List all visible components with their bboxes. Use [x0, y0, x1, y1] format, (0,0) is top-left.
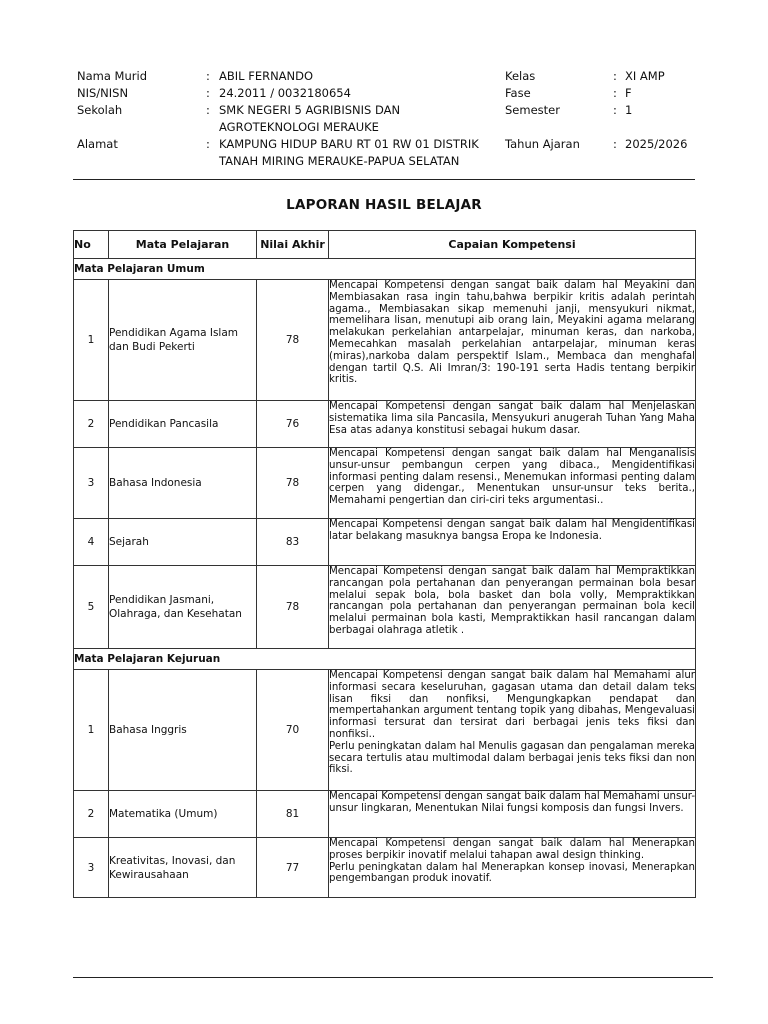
- header-score: Nilai Akhir: [257, 231, 329, 259]
- row-no: 5: [74, 566, 109, 649]
- group-row: [74, 649, 696, 670]
- header-competency: Capaian Kompetensi: [329, 231, 696, 259]
- name-label: Nama Murid: [77, 69, 147, 83]
- row-competency: Mencapai Kompetensi dengan sangat baik dalam hal Menganalisis unsur-unsur pembangun cerpen yang dibaca., Mengidentifikasi informasi penting dalam resensi., Menemukan informasi penting dalam cerpen yang didengar., Menentukan unsur-unsur teks berita., Memahami pengertian dan ciri-ciri teks argumentasi..: [329, 448, 696, 519]
- phase-label: Fase: [505, 86, 531, 100]
- row-score: 78: [257, 566, 329, 649]
- row-score: 81: [257, 791, 329, 838]
- row-no: 1: [74, 670, 109, 791]
- group-title-vocational: Mata Pelajaran Kejuruan: [74, 649, 696, 670]
- student-class: XI AMP: [625, 69, 665, 83]
- row-subject: Bahasa Inggris: [109, 670, 257, 791]
- group-row: [74, 259, 696, 280]
- address-label: Alamat: [77, 137, 118, 151]
- school-label: Sekolah: [77, 103, 123, 117]
- colon: :: [613, 137, 617, 151]
- colon: :: [613, 86, 617, 100]
- address-line-2: TANAH MIRING MERAUKE-PAPUA SELATAN: [219, 154, 460, 168]
- row-subject: Kreativitas, Inovasi, dan Kewirausahaan: [109, 838, 257, 898]
- colon: :: [206, 86, 210, 100]
- address-line-1: KAMPUNG HIDUP BARU RT 01 RW 01 DISTRIK: [219, 137, 479, 151]
- school-line-1: SMK NEGERI 5 AGRIBISNIS DAN: [219, 103, 401, 117]
- grades-table: [73, 230, 696, 898]
- row-competency: Mencapai Kompetensi dengan sangat baik dalam hal Memahami unsur-unsur lingkaran, Menentukan Nilai fungsi komposis dan fungsi Invers.: [329, 791, 696, 838]
- class-label: Kelas: [505, 69, 536, 83]
- row-competency: Mencapai Kompetensi dengan sangat baik dalam hal Mengidentifikasi latar belakang masuknya bangsa Eropa ke Indonesia.: [329, 519, 696, 566]
- row-score: 77: [257, 838, 329, 898]
- row-subject: Matematika (Umum): [109, 791, 257, 838]
- row-no: 3: [74, 448, 109, 519]
- colon: :: [206, 103, 210, 117]
- table-row: [74, 519, 696, 566]
- student-semester: 1: [625, 103, 633, 117]
- nis-label: NIS/NISN: [77, 86, 129, 100]
- row-subject: Pendidikan Agama Islam dan Budi Pekerti: [109, 280, 257, 401]
- row-no: 4: [74, 519, 109, 566]
- colon: :: [613, 69, 617, 83]
- table-row: [74, 791, 696, 838]
- row-no: 2: [74, 401, 109, 448]
- student-year: 2025/2026: [625, 137, 688, 151]
- footer-divider: [73, 977, 713, 978]
- colon: :: [613, 103, 617, 117]
- colon: :: [206, 137, 210, 151]
- student-phase: F: [625, 86, 632, 100]
- header-divider: [73, 179, 695, 180]
- report-title: LAPORAN HASIL BELAJAR: [286, 197, 482, 213]
- header-no: No: [74, 231, 109, 259]
- row-subject: Sejarah: [109, 519, 257, 566]
- year-label: Tahun Ajaran: [505, 137, 580, 151]
- semester-label: Semester: [505, 103, 560, 117]
- row-no: 1: [74, 280, 109, 401]
- table-row: [74, 280, 696, 401]
- row-score: 78: [257, 448, 329, 519]
- row-subject: Bahasa Indonesia: [109, 448, 257, 519]
- row-score: 70: [257, 670, 329, 791]
- row-no: 3: [74, 838, 109, 898]
- row-score: 76: [257, 401, 329, 448]
- row-no: 2: [74, 791, 109, 838]
- header-subject: Mata Pelajaran: [109, 231, 257, 259]
- student-info: [0, 0, 768, 180]
- row-subject: Pendidikan Jasmani, Olahraga, dan Kesehatan: [109, 566, 257, 649]
- table-row: [74, 838, 696, 898]
- student-name: ABIL FERNANDO: [219, 69, 314, 83]
- row-score: 78: [257, 280, 329, 401]
- table-row: [74, 566, 696, 649]
- row-subject: Pendidikan Pancasila: [109, 401, 257, 448]
- row-competency: Mencapai Kompetensi dengan sangat baik dalam hal Menerapkan proses berpikir inovatif melalui tahapan awal design thinking. Perlu peningkatan dalam hal Menerapkan konsep inovasi, Menerapkan pengembangan produk inovatif.: [329, 838, 696, 898]
- row-competency: Mencapai Kompetensi dengan sangat baik dalam hal Mempraktikkan rancangan pola pertahanan dan penyerangan permainan bola besar melalui sepak bola, bola basket dan bola volly, Mempraktikkan rancangan pola pertahanan dan penyerangan permainan bola kecil melalui permainan bola kasti, Mempraktikkan hasil rancangan dalam berbagai olahraga atletik .: [329, 566, 696, 649]
- row-competency: Mencapai Kompetensi dengan sangat baik dalam hal Memahami alur informasi secara keseluruhan, gagasan utama dan detail dalam teks lisan fiksi dan nonfiksi, Mengungkapkan pendapat dan mempertahankan argument tentang topik yang dibahas, Mengevaluasi informasi tersurat dan tersirat dari berbagai jenis teks fiksi dan nonfiksi.. Perlu peningkatan dalam hal Menulis gagasan dan pengalaman mereka secara tertulis atau multimodal dalam berbagai jenis teks fiksi dan non fiksi.: [329, 670, 696, 791]
- colon: :: [206, 69, 210, 83]
- table-row: [74, 448, 696, 519]
- row-competency: Mencapai Kompetensi dengan sangat baik dalam hal Meyakini dan Membiasakan rasa ingin tahu,bahwa berpikir kritis adalah perintah agama., Membiasakan sikap memenuhi janji, mensyukuri nikmat, memelihara lisan, menutupi aib orang lain, Meyakini agama melarang melakukan perkelahian antarpelajar, minuman keras, dan narkoba, Memecahkan masalah perkelahian antarpelajar, minuman keras (miras),narkoba dalam perspektif Islam., Membaca dan menghafal dengan tartil Q.S. Ali Imran/3: 190-191 serta Hadis tentang berpikir kritis.: [329, 280, 696, 401]
- table-header-row: [74, 231, 696, 259]
- student-nis: 24.2011 / 0032180654: [219, 86, 351, 100]
- table-row: [74, 670, 696, 791]
- row-competency: Mencapai Kompetensi dengan sangat baik dalam hal Menjelaskan sistematika lima sila Pancasila, Mensyukuri anugerah Tuhan Yang Maha Esa atas adanya konstitusi sebagai hukum dasar.: [329, 401, 696, 448]
- school-line-2: AGROTEKNOLOGI MERAUKE: [219, 120, 379, 134]
- group-title-general: Mata Pelajaran Umum: [74, 259, 696, 280]
- row-score: 83: [257, 519, 329, 566]
- table-row: [74, 401, 696, 448]
